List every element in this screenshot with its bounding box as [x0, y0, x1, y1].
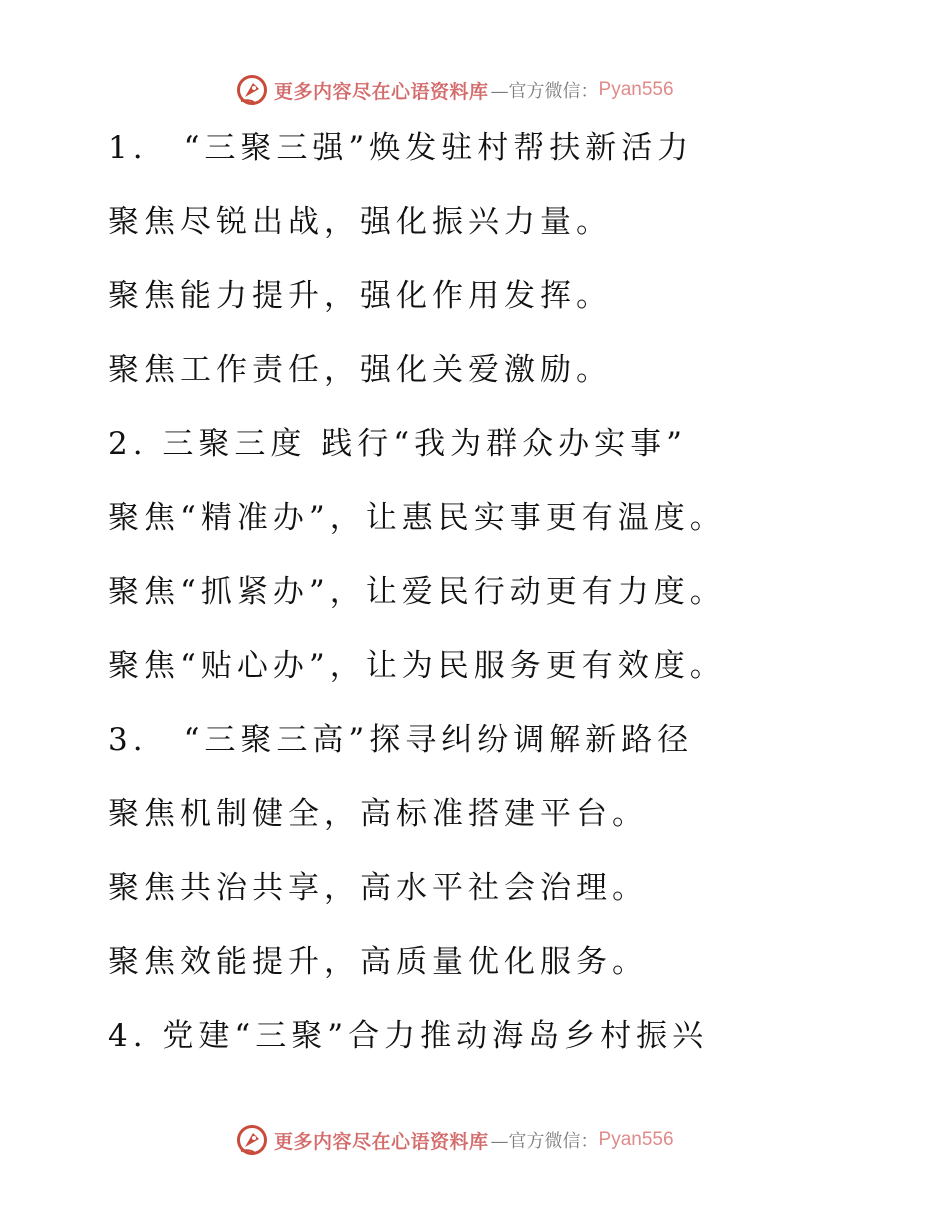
body-line: 聚焦“抓紧办”，让爱民行动更有力度。 — [108, 574, 726, 610]
watermark-account-id: Pyan556 — [598, 1129, 674, 1150]
body-line: 聚焦共治共享，高水平社会治理。 — [108, 870, 648, 906]
watermark-main-text: 更多内容尽在心语资料库 — [274, 1130, 489, 1153]
heading-2: 2. 三聚三度 践行“我为群众办实事” — [108, 426, 687, 462]
pen-nib-logo-icon — [236, 1124, 268, 1156]
header-watermark — [236, 73, 674, 107]
heading-1: 1. “三聚三强”焕发驻村帮扶新活力 — [108, 130, 694, 166]
document-body — [108, 124, 908, 1086]
watermark-account-id: Pyan556 — [598, 79, 674, 100]
watermark-separator-text: —官方微信： — [490, 81, 599, 102]
pen-nib-logo-icon — [236, 74, 268, 106]
watermark-separator-text: —官方微信： — [490, 1131, 599, 1152]
body-line: 聚焦尽锐出战，强化振兴力量。 — [108, 204, 612, 240]
heading-4: 4. 党建“三聚”合力推动海岛乡村振兴 — [108, 1018, 709, 1054]
body-line: 聚焦“贴心办”，让为民服务更有效度。 — [108, 648, 726, 684]
body-line: 聚焦“精准办”，让惠民实事更有温度。 — [108, 500, 726, 536]
body-line: 聚焦机制健全，高标准搭建平台。 — [108, 796, 648, 832]
body-line: 聚焦工作责任，强化关爱激励。 — [108, 352, 612, 388]
watermark-main-text: 更多内容尽在心语资料库 — [274, 80, 489, 103]
footer-watermark — [236, 1123, 674, 1157]
body-line: 聚焦能力提升，强化作用发挥。 — [108, 278, 612, 314]
heading-3: 3. “三聚三高”探寻纠纷调解新路径 — [108, 722, 694, 758]
body-line: 聚焦效能提升，高质量优化服务。 — [108, 944, 648, 980]
